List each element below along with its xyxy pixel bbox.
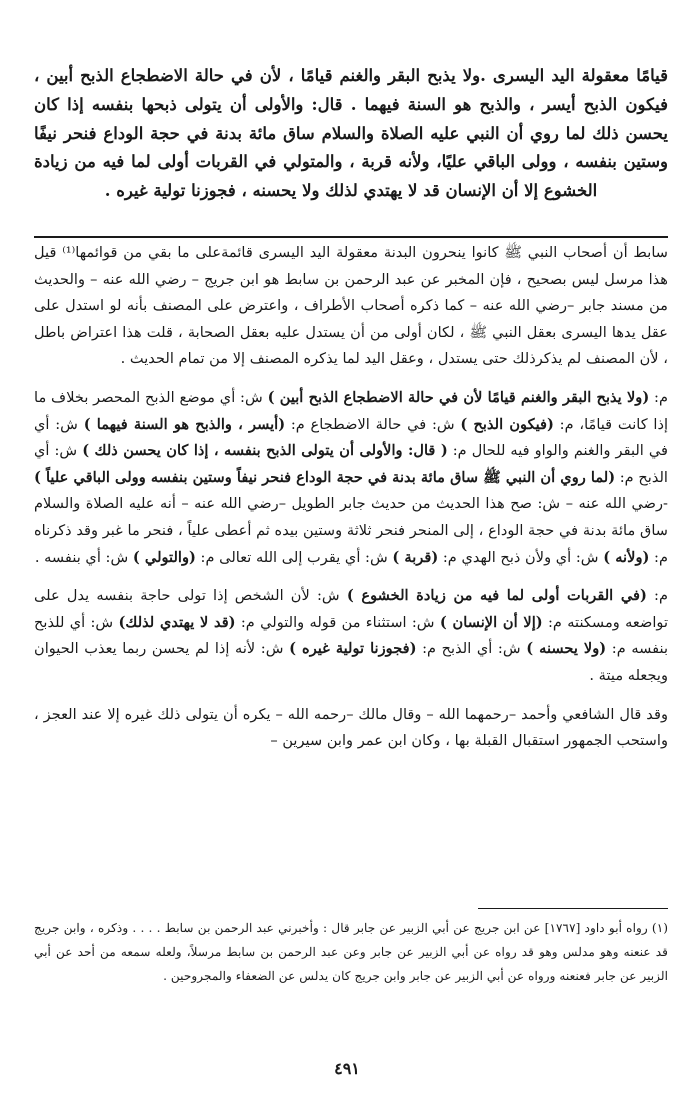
commentary-run: وقد قال الشافعي وأحمد –رحمهما الله – وقال مالك –رحمه الله – يكره أن يتولى ذلك غيره إلا عند العجز ، واستحب الجمهور استقبال القبلة بها ، وكان ابن عمر وابن سيرين – xyxy=(34,705,668,750)
commentary-run: ش: في حالة الاضطجاع م: xyxy=(285,415,461,433)
commentary-paragraph-4 xyxy=(34,702,668,755)
footnote-divider xyxy=(478,908,668,909)
commentary-paragraph-3 xyxy=(34,583,668,689)
matn-quote: (في القربات أولى لما فيه من زيادة الخشوع ) xyxy=(346,587,647,605)
commentary-run: ش: أي الذبح م: xyxy=(34,442,668,486)
commentary-run: ش: أي الذبح م: xyxy=(416,640,527,658)
commentary-paragraph-1 xyxy=(34,240,668,373)
page-number: ٤٩١ xyxy=(334,1059,360,1078)
commentary-run: م: xyxy=(646,587,668,605)
commentary-run: -رضي الله عنه – ش: صح هذا الحديث من حديث جابر الطويل –رضي الله عنه – أنه عليه الصلاة والسلام ساق مائة بدنة في حجة الوداع ، إلى المنحر فنحر ثلاثة وستين بيده ثم أعطى علياً ، فنحر ما غبر وقد ذكرناه م: xyxy=(34,495,668,566)
commentary-run: ش: أي يقرب إلى الله تعالى م: xyxy=(195,548,393,566)
matn-quote: ( قال: والأولى أن يتولى الذبح بنفسه ، إذا كان يحسن ذلك ) xyxy=(82,442,448,460)
matn-quote: (ولا يذبح البقر والغنم قيامًا لأن في حالة الاضطجاع الذبح أبين ) xyxy=(267,388,650,406)
commentary-run: ش: أي بنفسه . xyxy=(34,548,133,566)
commentary-run: ش: لأنه إذا لم يحسن ربما يعذب الحيوان ويجعله ميتة . xyxy=(34,640,668,684)
commentary xyxy=(34,240,668,755)
commentary-run: م: xyxy=(649,388,668,406)
commentary-run: ش: أي ولأن ذبح الهدي م: xyxy=(438,548,604,566)
matn-quote: (ولا يحسنه ) xyxy=(526,640,607,658)
matn-quote: (أيسر ، والذبح هو السنة فيهما ) xyxy=(83,415,286,433)
main-text xyxy=(34,62,668,206)
matn-quote: (فجوزنا تولية غيره ) xyxy=(289,640,417,658)
matn-quote: (لما روي أن النبي ﷺ ساق مائة بدنة في حجة الوداع فنحر نيفاً وستين بنفسه وولى الباقي علياً ) xyxy=(34,468,616,486)
matn-quote: (قد لا يهتدي لذلك) xyxy=(118,613,236,631)
commentary-run: ش: أي موضع الذبح المحصر بخلاف ما إذا كانت قيامًا، م: xyxy=(34,388,669,433)
commentary-run: ش: أي في البقر والغنم والواو فيه للحال م: xyxy=(34,415,668,460)
commentary-paragraph-2 xyxy=(34,385,668,571)
matn-quote: (فيكون الذبح ) xyxy=(460,415,554,433)
matn-quote: (إلا أن الإنسان ) xyxy=(439,613,543,631)
matn-quote: (قربة ) xyxy=(392,548,439,566)
commentary-run: سابط أن أصحاب النبي ﷺ كانوا ينحرون البدنة معقولة اليد اليسرى قائمةعلى ما بقي من قوائمها xyxy=(75,244,668,261)
main-paragraph: قيامًا معقولة اليد اليسرى .ولا يذبح البقر والغنم قيامًا ، لأن في حالة الاضطجاع الذبح أبين ، فيكون الذبح أيسر ، والذبح هو السنة فيهما . قال: والأولى أن يتولى ذبحها بنفسه إذا كان يحسن ذلك لما روي أن النبي عليه الصلاة والسلام ساق مائة بدنة في حجة الوداع فنحر نيفًا وستين بنفسه ، وولى الباقي عليًا، ولأنه قربة ، والمتولي في القربات أولى لما فيه من زيادة الخشوع إلا أن الإنسان قد لا يهتدي لذلك ولا يحسنه ، فجوزنا تولية غيره . xyxy=(34,66,668,201)
section-divider xyxy=(34,236,668,238)
commentary-run: ⁽¹⁾ xyxy=(62,244,76,261)
footnote-text: (١) رواه أبو داود [١٧٦٧] عن ابن جريج عن أبي الزبير عن جابر قال : وأخبرني عبد الرحمن بن سابط . . . . وذكره ، وابن جريج قد عنعنه وهو مدلس وهو قد رواه عن أبي الزبير عن جابر وعن عبد الرحمن بن سابط مرسلاً، ولعله سمعه من أحد عن أبي الزبير عن جابر فعنعنه ورواه عن أبي الزبير عن جابر وابن جريج كان يدلس عن الضعفاء والمجروحين . xyxy=(34,921,668,983)
matn-quote: (ولأنه ) xyxy=(603,548,650,566)
commentary-run: ش: لأن الشخص إذا تولى حاجة بنفسه يدل على تواضعه ومسكنته م: xyxy=(34,587,669,631)
commentary-run: ش: استثناء من قوله والتولي م: xyxy=(235,613,440,631)
footnote xyxy=(34,916,668,988)
matn-quote: (والتولي ) xyxy=(132,548,196,566)
commentary-run: قيل هذا مرسل ليس بصحيح ، فإن المخبر عن عبد الرحمن بن سابط هو ابن جريج – رضي الله عنه – والحديث من مسند جابر –رضي الله عنه – كما ذكره أصحاب الأطراف ، واعترض على المصنف بأنه لو استدل على عقل يدها اليسرى بعقل النبي ﷺ ، لكان أولى من أن يستدل عليه بعقل الصحابة ، قلت هذا اعتراض باطل ، لأن المصنف لم يذكرذلك حتى يستدل ، وعقل اليد لما يذكره المصنف إلا من تمام الحديث . xyxy=(34,244,668,368)
commentary-run: ش: أي للذبح بنفسه م: xyxy=(34,613,669,658)
